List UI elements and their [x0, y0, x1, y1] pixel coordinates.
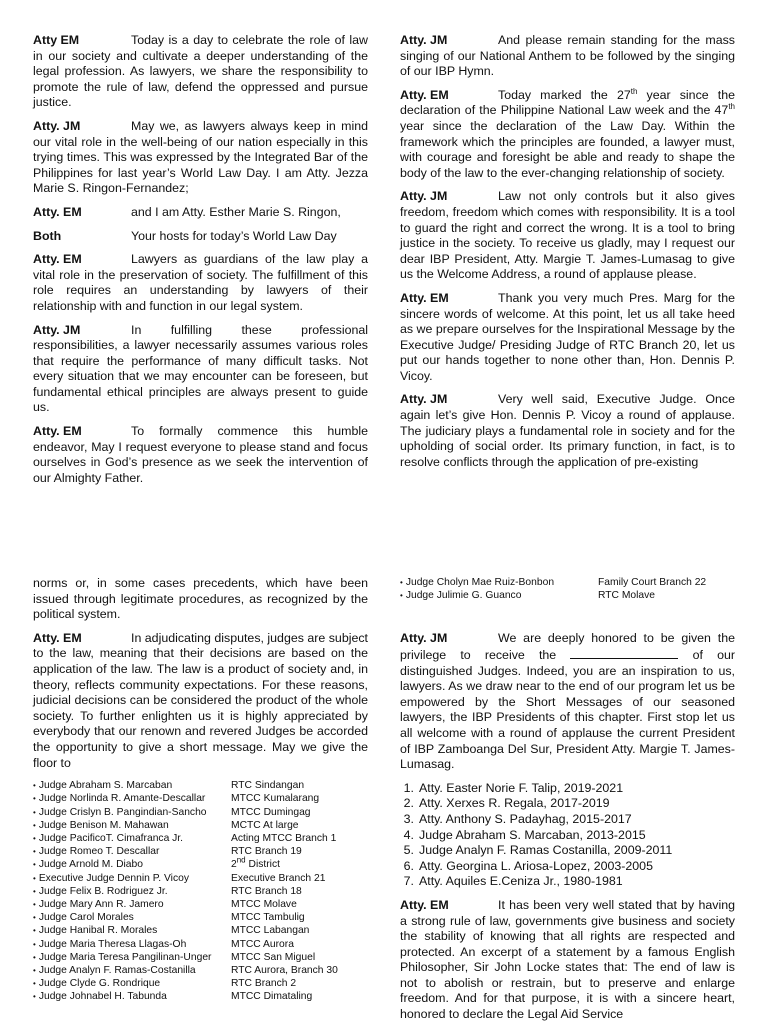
speaker-label: Atty. EM — [33, 204, 82, 219]
list-item — [400, 576, 735, 589]
judge-court: MTCC Aurora — [231, 938, 294, 950]
list-item — [400, 874, 735, 890]
list-number: 7. — [403, 874, 414, 889]
dialogue-paragraph — [33, 631, 368, 771]
list-number: 1. — [403, 780, 414, 795]
page1-left-column — [33, 33, 368, 494]
list-item — [33, 964, 368, 977]
presidents-list — [400, 781, 735, 890]
dialogue-paragraph — [400, 631, 735, 772]
dialogue-paragraph — [400, 898, 735, 1023]
list-item — [33, 806, 368, 819]
judge-name: • Judge Hanibal R. Morales — [33, 924, 231, 937]
judge-name: • Judge Mary Ann R. Jamero — [33, 898, 231, 911]
page2-left-column — [33, 576, 368, 1004]
dialogue-paragraph — [33, 424, 368, 486]
judge-name: • Executive Judge Dennin P. Vicoy — [33, 872, 231, 885]
judges-list — [33, 779, 368, 1003]
judge-name: • Judge Abraham S. Marcaban — [33, 779, 231, 792]
dialogue-paragraph — [33, 252, 368, 314]
judge-court: RTC Branch 2 — [231, 978, 297, 990]
judge-court: MCTC At large — [231, 819, 299, 831]
judge-court: Family Court Branch 22 — [598, 577, 707, 588]
judge-court: MTCC Tambulig — [231, 912, 305, 924]
court-number: 2 — [231, 859, 237, 871]
judge-court: MTCC Dimataling — [231, 991, 313, 1003]
dialogue-paragraph — [33, 323, 368, 417]
dialogue-text: of our distinguished Judges. Indeed, you are an inspiration to us, lawyers. As we draw near to the end of our program let us be empowered by the Short Messages of our seasoned lawyers, the IBP Presidents of this chapter. First stop let us all welcome with a round of applause the current President of IBP Zamboanga Del Sur, President Atty. Margie T. James-Lumasag. — [400, 648, 735, 772]
president-entry: Judge Abraham S. Marcaban, 2013-2015 — [419, 827, 646, 842]
dialogue-paragraph — [33, 119, 368, 197]
judge-name: • Judge PacificoT. Cimafranca Jr. — [33, 832, 231, 845]
judge-court: Executive Branch 21 — [231, 872, 326, 884]
dialogue-text: Today marked the 27 — [498, 87, 631, 102]
judge-court: MTCC San Miguel — [231, 951, 316, 963]
judge-court: MTCC Kumalarang — [231, 793, 320, 805]
dialogue-paragraph — [400, 291, 735, 385]
judge-court: MTCC Labangan — [231, 925, 310, 937]
judge-name: • Judge Felix B. Rodriguez Jr. — [33, 885, 231, 898]
dialogue-text: May we, as lawyers always keep in mind our vital role in the well-being of our nation especially in this trying times. This was expressed by the Integrated Bar of the Philippines for last year’s World Law Day. I am Atty. Jezza Marie S. Ringon-Fernandez; — [33, 118, 368, 196]
judge-court — [231, 855, 280, 871]
list-item — [33, 872, 368, 885]
list-item — [33, 845, 368, 858]
list-item — [33, 855, 368, 871]
president-entry: Atty. Aquiles E.Ceniza Jr., 1980-1981 — [419, 874, 623, 889]
list-item — [400, 589, 735, 602]
judge-name: • Judge Johnabel H. Tabunda — [33, 990, 231, 1003]
list-item — [400, 828, 735, 844]
list-item — [400, 859, 735, 875]
speaker-label: Atty. JM — [400, 189, 448, 204]
judge-name: • Judge Benison M. Mahawan — [33, 819, 231, 832]
superscript: th — [728, 102, 735, 112]
dialogue-paragraph — [33, 205, 368, 221]
president-entry: Atty. Georgina L. Ariosa-Lopez, 2003-2005 — [419, 858, 653, 873]
dialogue-paragraph — [400, 33, 735, 80]
dialogue-text: To formally commence this humble endeavor, May I request everyone to please stand and focus ourselves in God’s presence as we seek the intervention of our Almighty Father. — [33, 424, 368, 485]
judge-name: • Judge Clyde G. Rondrique — [33, 977, 231, 990]
judge-name: • Judge Romeo T. Descallar — [33, 845, 231, 858]
dialogue-text: Thank you very much Pres. Marg for the sincere words of welcome. At this point, let us all take heed as we prepare ourselves for the Inspirational Message by the Executive Judge/ Presiding Judge of RTC Branch 20, let us put our hands together to none other than, Hon. Dennis P. Vicoy. — [400, 290, 735, 383]
speaker-label: Atty. EM — [33, 252, 82, 267]
blank-line — [570, 647, 678, 659]
continued-paragraph — [33, 576, 368, 623]
list-item — [400, 781, 735, 797]
president-entry: Atty. Easter Norie F. Talip, 2019-2021 — [419, 780, 624, 795]
dialogue-text: In adjudicating disputes, judges are subject to the law, meaning that their decisions are based on the application of the law. The law is a product of society and, in theory, reflects community expectations. For these reasons, judicial decisions can be considered the product of the whole society. To further enlighten us it is highly appreciated by everybody that our renown and revered Judges be accorded the opportunity to give a short message. May we give the floor to — [33, 630, 368, 770]
dialogue-text: And please remain standing for the mass singing of our National Anthem to be followed by the singing of our IBP Hymn. — [400, 33, 735, 79]
speaker-label: Atty EM — [33, 33, 80, 47]
speaker-label: Atty. JM — [33, 118, 81, 133]
dialogue-text: It has been very well stated that by having a strong rule of law, governments give business and society the stability of knowing that all rights are respected and protected. An excerpt of a statement by a famous English Philosopher, Sir John Locke states that: The end of law is not to abolish or restrain, but to preserve and enlarge freedom. And for that purpose, it is with a sincere heart, honored to declare the Legal Aid Service — [400, 897, 735, 1022]
dialogue-paragraph — [33, 33, 368, 111]
dialogue-text: Lawyers as guardians of the law play a vital role in the preservation of society. The fulfillment of this role requires an understanding by lawyers of their relationship with and function in our legal system. — [33, 252, 368, 313]
list-item — [400, 796, 735, 812]
speaker-label: Atty. JM — [400, 33, 448, 47]
list-number: 6. — [403, 858, 414, 873]
judge-court: RTC Branch 18 — [231, 885, 302, 897]
judge-name: • Judge Cholyn Mae Ruiz-Bonbon — [400, 576, 598, 589]
dialogue-text: and I am Atty. Esther Marie S. Ringon, — [131, 204, 341, 219]
president-entry: Atty. Xerxes R. Regala, 2017-2019 — [419, 796, 610, 811]
judge-name: • Judge Analyn F. Ramas-Costanilla — [33, 964, 231, 977]
list-item — [400, 812, 735, 828]
speaker-label: Atty. EM — [400, 290, 449, 305]
judge-court: RTC Branch 19 — [231, 846, 302, 858]
dialogue-text: In fulfilling these professional responsibilities, a lawyer necessarily assumes various roles that require the performance of many difficult tasks. Not every situation that we may encounter can be foreseen, but fundamental ethical principles are always present to guide us. — [33, 322, 368, 415]
judge-name: • Judge Crislyn B. Pangindian-Sancho — [33, 806, 231, 819]
list-item — [400, 843, 735, 859]
dialogue-paragraph — [400, 392, 735, 470]
list-item — [33, 951, 368, 964]
dialogue-text: year since the declaration of the Law Day. Within the framework which the principles are founded, a lawyer must, with courage and foresight be able and ready to shape the body of the law to the ever-changing relationship of society. — [400, 118, 735, 180]
president-entry: Judge Analyn F. Ramas Costanilla, 2009-2011 — [419, 843, 673, 858]
dialogue-paragraph — [33, 229, 368, 245]
list-item — [33, 977, 368, 990]
judge-name: • Judge Norlinda R. Amante-Descallar — [33, 792, 231, 805]
dialogue-text: Today is a day to celebrate the role of law in our society and cultivate a deeper understanding of the legal profession. As lawyers, we share the responsibility to promote the rule of law, defend the oppressed and pursue justice. — [33, 33, 368, 110]
dialogue-paragraph — [400, 189, 735, 283]
list-item — [33, 990, 368, 1003]
judge-name: • Judge Julimie G. Guanco — [400, 589, 598, 602]
judges-list-continued — [400, 576, 735, 602]
judge-court: RTC Molave — [598, 590, 656, 602]
list-number: 3. — [403, 811, 414, 826]
dialogue-text: year since the declaration of the Philippine National Law week and the 47 — [400, 87, 735, 118]
judge-court: MTCC Molave — [231, 898, 297, 910]
list-item — [33, 885, 368, 898]
list-item — [33, 911, 368, 924]
list-item — [33, 832, 368, 845]
speaker-label: Atty. EM — [400, 87, 449, 102]
list-item — [33, 938, 368, 951]
list-number: 4. — [403, 827, 414, 842]
dialogue-text: norms or, in some cases precedents, which have been issued through legitimate procedures, as recognized by the political system. — [33, 576, 368, 622]
superscript: nd — [236, 855, 246, 865]
list-item — [33, 924, 368, 937]
judge-court: RTC Sindangan — [231, 780, 305, 792]
judge-court: RTC Aurora, Branch 30 — [231, 964, 338, 976]
speaker-label: Atty. JM — [400, 392, 448, 407]
speaker-label: Atty. EM — [33, 630, 82, 645]
speaker-label: Atty. EM — [33, 424, 82, 439]
judge-name: • Judge Carol Morales — [33, 911, 231, 924]
list-item — [33, 819, 368, 832]
list-item — [33, 779, 368, 792]
judge-court: MTCC Dumingag — [231, 806, 311, 818]
dialogue-text: Your hosts for today’s World Law Day — [131, 228, 337, 243]
page2-right-column — [400, 576, 735, 1031]
dialogue-text: We are deeply honored to be given the privilege to receive the — [400, 631, 735, 662]
list-item — [33, 792, 368, 805]
judge-name: • Judge Arnold M. Diabo — [33, 858, 231, 871]
judge-court: Acting MTCC Branch 1 — [231, 832, 337, 844]
list-number: 5. — [403, 843, 414, 858]
court-suffix: District — [245, 859, 280, 871]
page1-right-column — [400, 33, 735, 478]
speaker-label: Atty. EM — [400, 897, 449, 912]
president-entry: Atty. Anthony S. Padayhag, 2015-2017 — [419, 811, 632, 826]
superscript: th — [630, 86, 638, 96]
list-number: 2. — [403, 796, 414, 811]
list-item — [33, 898, 368, 911]
dialogue-text: Very well said, Executive Judge. Once again let’s give Hon. Dennis P. Vicoy a round of applause. The judiciary plays a fundamental role in society and for the upholding of social order. Its primary function, in fact, is to resolve conflicts through the application of pre-existing — [400, 392, 735, 469]
judge-name: • Judge Maria Teresa Pangilinan-Unger — [33, 951, 231, 964]
speaker-label: Atty. JM — [400, 631, 448, 646]
dialogue-paragraph — [400, 88, 735, 182]
speaker-label: Atty. JM — [33, 322, 81, 337]
dialogue-text: Law not only controls but it also gives freedom, freedom which comes with responsibility. It is a tool to guard the right and correct the wrong. It is a tool to bring justice in the society. To receive us gladly, may I request our dear IBP President, Atty. Margie T. James-Lumasag to give us the Welcome Address, a round of applause please. — [400, 189, 735, 282]
judge-name: • Judge Maria Theresa Llagas-Oh — [33, 938, 231, 951]
speaker-label: Both — [33, 228, 62, 243]
